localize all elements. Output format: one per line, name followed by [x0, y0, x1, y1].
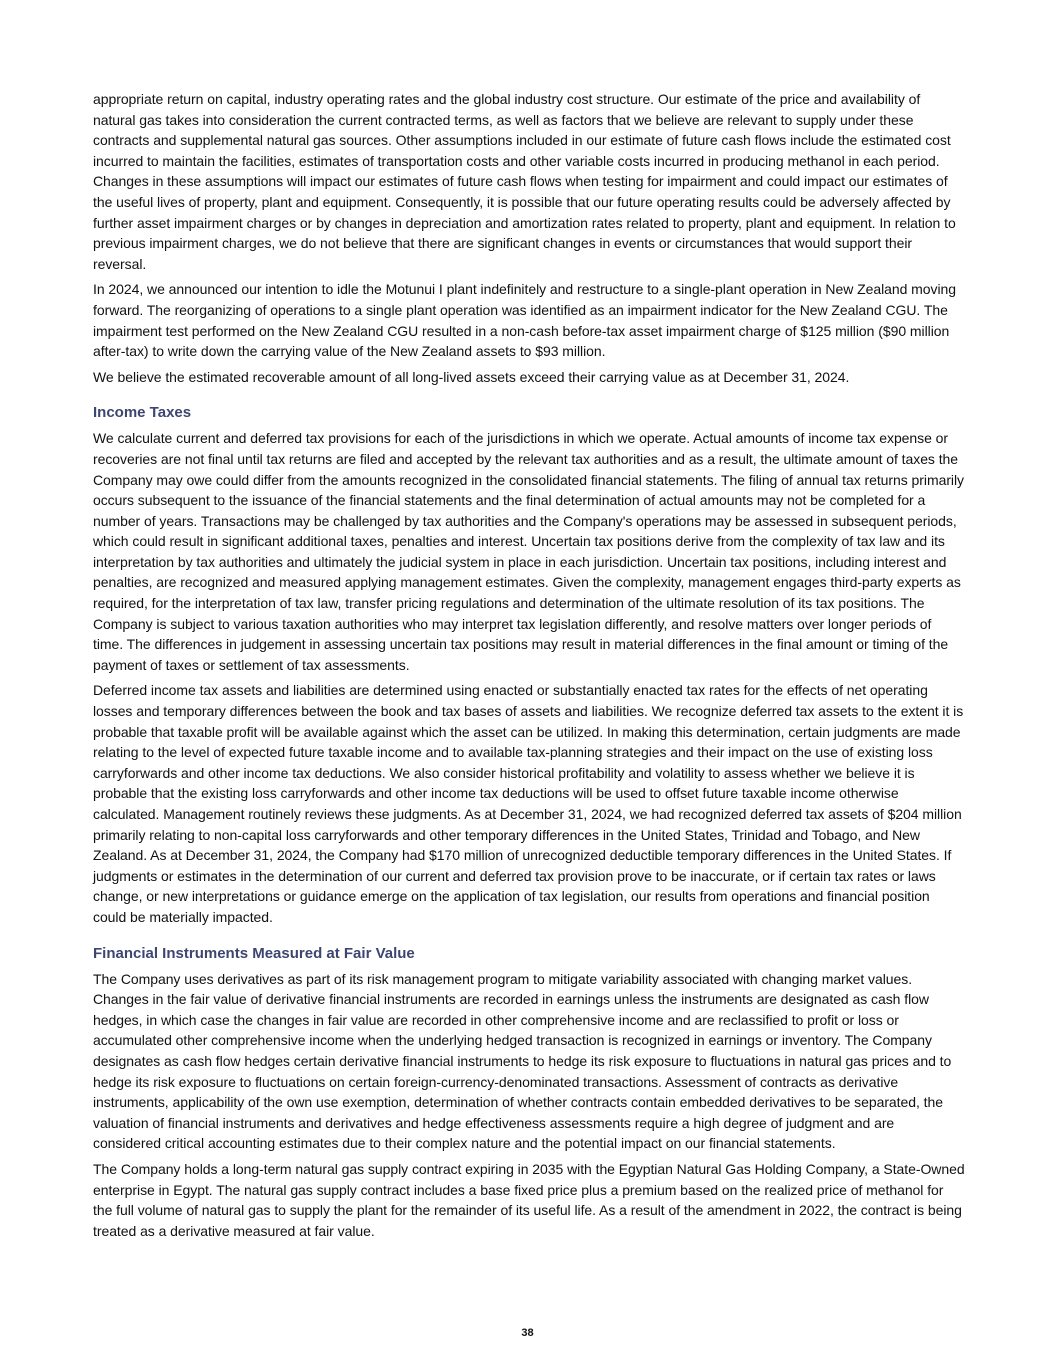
paragraph-deferred-tax: Deferred income tax assets and liabilities are determined using enacted or substantially enacted tax rates for the effects of net operating losses and temporary differences between the book and tax bases of assets and liabilities. We recognize deferred tax assets to the extent it is probable that taxable profit will be available against which the asset can be utilized. In making this determination, certain judgments are made relating to the level of expected future taxable income and to available tax-planning strategies and their impact on the use of existing loss carryforwards and other income tax deductions. We also consider historical profitability and volatility to assess whether we believe it is probable that the existing loss carryforwards and other income tax deductions will be used to offset future taxable income otherwise calculated. Management routinely reviews these judgments. As at December 31, 2024, we had recognized deferred tax assets of $204 million primarily relating to non-capital loss carryforwards and other temporary differences in the United States, Trinidad and Tobago, and New Zealand. As at December 31, 2024, the Company had $170 million of unrecognized deductible temporary differences in the United States. If judgments or estimates in the determination of our current and deferred tax provision prove to be inaccurate, or if certain tax rates or laws change, or new interpretations or guidance emerge on the application of tax legislation, our results from operations and financial position could be materially impacted.: [93, 682, 964, 925]
section-heading-financial-instruments: Financial Instruments Measured at Fair Value: [93, 944, 415, 962]
section-heading-income-taxes: Income Taxes: [93, 404, 192, 422]
paragraph-derivatives: The Company uses derivatives as part of its risk management program to mitigate variability associated with changing market values. Changes in the fair value of derivative financial instruments are recorded in earnings unless the instruments are designated as cash flow hedges, in which case the changes in fair value are recorded in other comprehensive income and are reclassified to profit or loss or accumulated other comprehensive income when the underlying hedged transaction is recognized in earnings or inventory. The Company designates as cash flow hedges certain derivative financial instruments to hedge its risk exposure to fluctuations in natural gas prices and to hedge its risk exposure to fluctuations on certain foreign-currency-denominated transactions. Assessment of contracts as derivative instruments, applicability of the own use exemption, determination of whether contracts contain embedded derivatives to be separated, the valuation of financial instruments and derivatives and hedge effectiveness assessments require a high degree of judgment and are considered critical accounting estimates due to their complex nature and the potential impact on our financial statements.: [93, 970, 952, 1152]
paragraph-recoverable-amount: We believe the estimated recoverable amount of all long-lived assets exceed their carrying value as at December 31, 2024.: [93, 368, 850, 385]
paragraph-tax-provisions: We calculate current and deferred tax provisions for each of the jurisdictions in which we operate. Actual amounts of income tax expense or recoveries are not final until tax returns are filed and accepted by the relevant tax authorities and as a result, the ultimate amount of taxes the Company may owe could differ from the amounts recognized in the consolidated financial statements. The filing of annual tax returns primarily occurs subsequent to the issuance of the financial statements and the final determination of actual amounts may not be completed for a number of years. Transactions may be challenged by tax authorities and the Company's operations may be assessed in subsequent periods, which could result in significant additional taxes, penalties and interest. Uncertain tax positions derive from the complexity of tax law and its interpretation by tax authorities and ultimately the judicial system in place in each jurisdiction. Uncertain tax positions, including interest and penalties, are recognized and measured applying management estimates. Given the complexity, management engages third-party experts as required, for the interpretation of tax law, transfer pricing regulations and determination of the ultimate resolution of its tax positions. The Company is subject to various taxation authorities who may interpret tax legislation differently, and resolve matters over longer periods of time. The differences in judgement in assessing uncertain tax positions may result in material differences in the final amount or timing of the payment of taxes or settlement of tax assessments.: [93, 430, 965, 673]
page-number: 38: [521, 1327, 534, 1339]
paragraph-gas-supply-contract: The Company holds a long-term natural gas supply contract expiring in 2035 with the Egyptian Natural Gas Holding Company, a State-Owned enterprise in Egypt. The natural gas supply contract includes a base fixed price plus a premium based on the realized price of methanol for the full volume of natural gas to supply the plant for the remainder of its useful life. As a result of the amendment in 2022, the contract is being treated as a derivative measured at fair value.: [93, 1160, 965, 1239]
document-page: [93, 89, 965, 1246]
paragraph-motunui-impairment: In 2024, we announced our intention to idle the Motunui I plant indefinitely and restructure to a single-plant operation in New Zealand moving forward. The reorganizing of operations to a single plant operation was identified as an impairment indicator for the New Zealand CGU. The impairment test performed on the New Zealand CGU resulted in a non-cash before-tax asset impairment charge of $125 million ($90 million after-tax) to write down the carrying value of the New Zealand assets to $93 million.: [93, 281, 957, 360]
paragraph-impairment-assumptions: appropriate return on capital, industry operating rates and the global industry cost structure. Our estimate of the price and availability of natural gas takes into consideration the current contracted terms, as well as factors that we believe are relevant to supply under these contracts and supplemental natural gas sources. Other assumptions included in our estimate of future cash flows include the estimated cost incurred to maintain the facilities, estimates of transportation costs and other variable costs incurred in producing methanol in each period. Changes in these assumptions will impact our estimates of future cash flows when testing for impairment and could impact our estimates of the useful lives of property, plant and equipment. Consequently, it is possible that our future operating results could be adversely affected by further asset impairment charges or by changes in depreciation and amortization rates related to property, plant and equipment. In relation to previous impairment charges, we do not believe that there are significant changes in events or circumstances that would support their reversal.: [93, 91, 956, 272]
